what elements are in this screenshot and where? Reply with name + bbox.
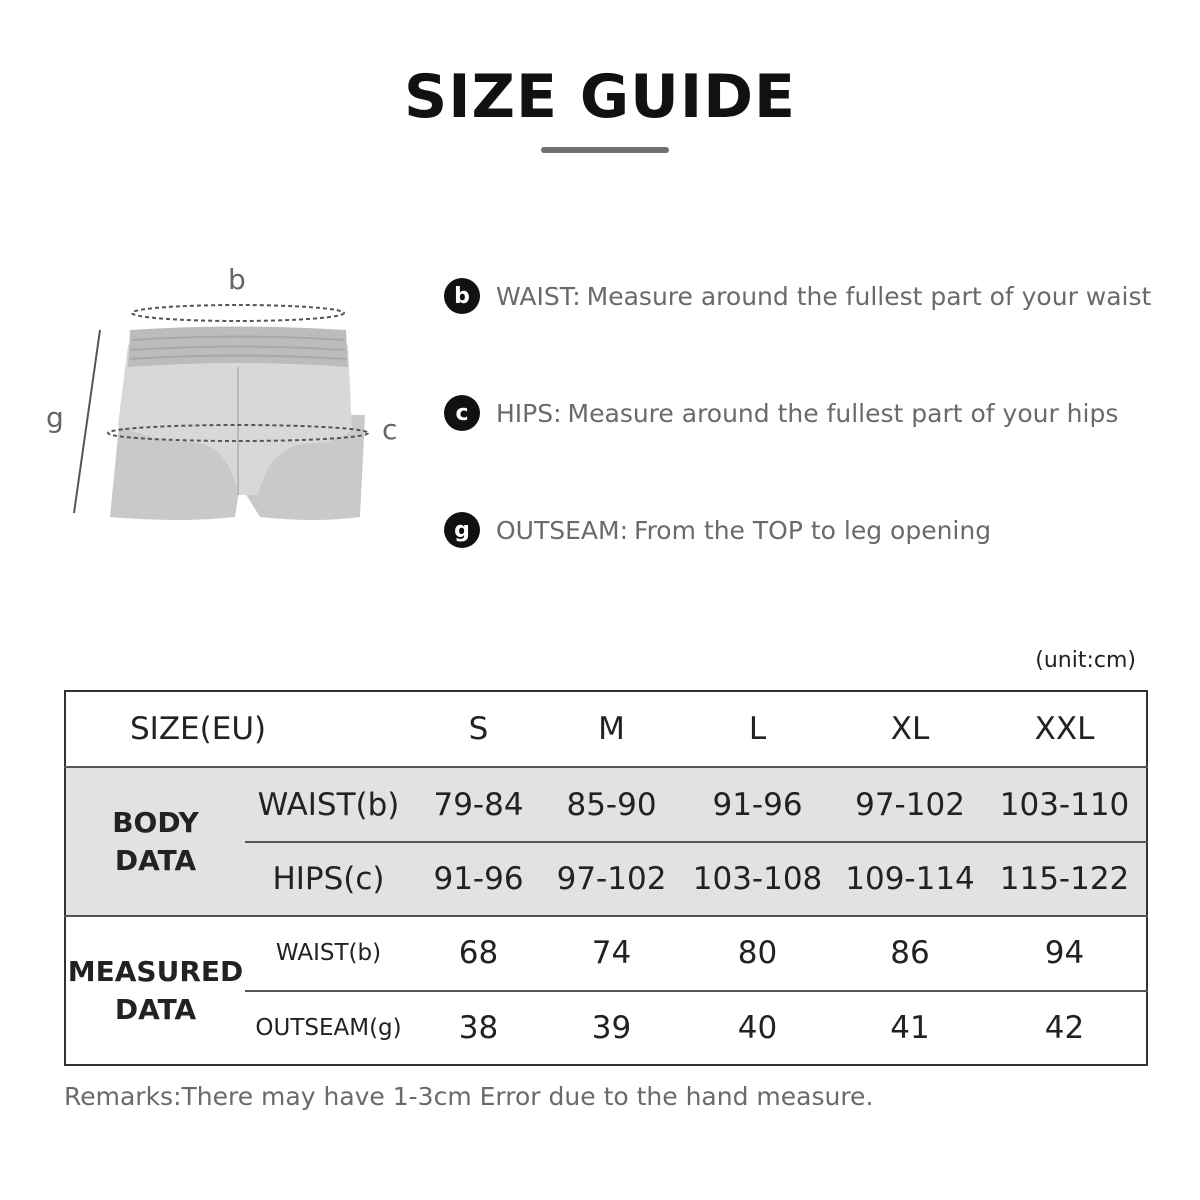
row-label: WAIST(b) (245, 767, 412, 841)
table-cell: 74 (545, 916, 678, 990)
definition-text: Measure around the fullest part of your hips (567, 398, 1119, 428)
definition-term: OUTSEAM: (496, 515, 629, 545)
header-size-label: SIZE(EU) (130, 711, 267, 748)
outseam-letter: g (46, 401, 64, 434)
header-size: XXL (1034, 711, 1095, 748)
hips-letter: c (382, 413, 398, 446)
badge-g: g (444, 512, 480, 548)
definition-term: HIPS: (496, 398, 562, 428)
badge-b: b (444, 278, 480, 314)
header-size: S (468, 711, 489, 748)
size-table (64, 690, 1148, 1066)
group-label-line: BODY (112, 805, 199, 839)
row-label: WAIST(b) (245, 916, 412, 990)
page-title: SIZE GUIDE (403, 62, 796, 132)
group-label-line: DATA (114, 843, 197, 877)
table-cell: 115-122 (983, 842, 1147, 916)
row-label: OUTSEAM(g) (245, 991, 412, 1065)
definition-text: From the TOP to leg opening (634, 515, 992, 545)
group-label-line: DATA (114, 992, 197, 1026)
table-cell: 85-90 (545, 767, 678, 841)
header-size: M (598, 711, 625, 748)
definition-term: WAIST: (496, 281, 581, 311)
shorts-illustration (30, 255, 410, 545)
remarks: Remarks:There may have 1-3cm Error due to the hand measure. (64, 1082, 874, 1111)
title-underline (541, 147, 669, 153)
table-cell: 79-84 (412, 767, 545, 841)
definition-outseam (444, 510, 991, 550)
table-cell: 80 (678, 916, 837, 990)
definition-hips (444, 393, 1118, 433)
group-label-line: MEASURED (67, 954, 244, 988)
unit-label: (unit:cm) (1035, 648, 1136, 673)
table-cell: 91-96 (678, 767, 837, 841)
table-cell: 97-102 (545, 842, 678, 916)
table-cell: 41 (837, 991, 983, 1065)
table-cell: 68 (412, 916, 545, 990)
shorts-diagram (30, 255, 410, 545)
header-size: XL (890, 711, 930, 748)
table-cell: 39 (545, 991, 678, 1065)
row-label: HIPS(c) (245, 842, 412, 916)
waist-letter: b (228, 263, 246, 296)
table-cell: 109-114 (837, 842, 983, 916)
table-cell: 103-110 (983, 767, 1147, 841)
group-label-body-data (65, 767, 245, 916)
table-row (65, 916, 1147, 990)
badge-c: c (444, 395, 480, 431)
table-cell: 94 (983, 916, 1147, 990)
table-cell: 40 (678, 991, 837, 1065)
table-cell: 42 (983, 991, 1147, 1065)
table-cell: 86 (837, 916, 983, 990)
table-cell: 97-102 (837, 767, 983, 841)
table-header-row (65, 691, 1147, 767)
definition-text: Measure around the fullest part of your waist (586, 281, 1152, 311)
table-row (65, 767, 1147, 841)
group-label-measured-data (65, 916, 245, 1065)
table-cell: 38 (412, 991, 545, 1065)
table-cell: 91-96 (412, 842, 545, 916)
table-cell: 103-108 (678, 842, 837, 916)
header-size: L (748, 711, 767, 748)
definition-waist (444, 276, 1151, 316)
